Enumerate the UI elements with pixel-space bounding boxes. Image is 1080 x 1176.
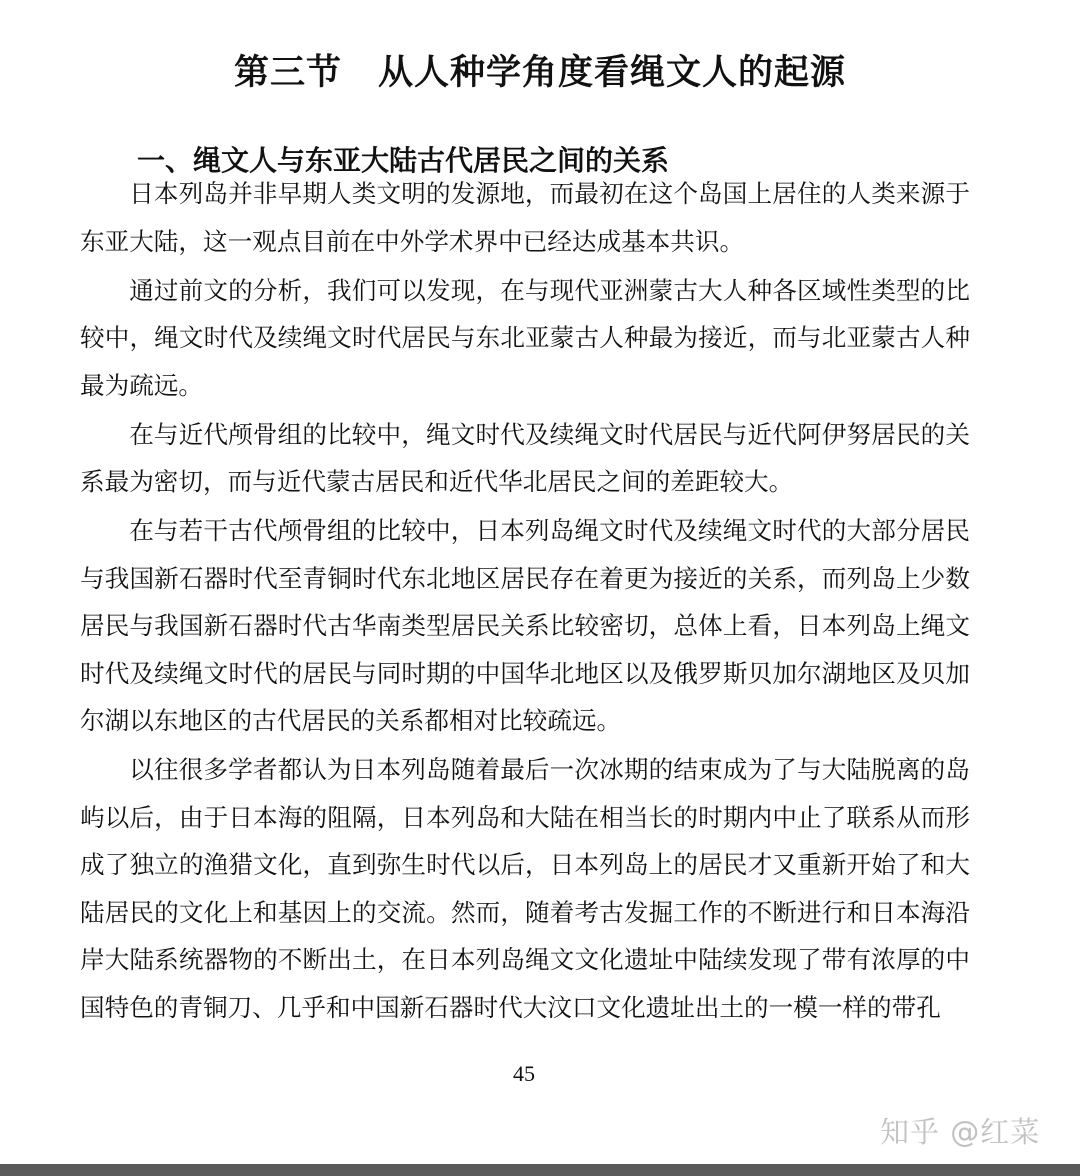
paragraph-3: 在与近代颅骨组的比较中，绳文时代及续绳文时代居民与近代阿伊努居民的关系最为密切，而与近代蒙古居民和近代华北居民之间的差距较大。 xyxy=(80,419,970,496)
paragraph-1: 日本列岛并非早期人类文明的发源地，而最初在这个岛国上居住的人类来源于东亚大陆，这一观点目前在中外学术界中已经达成基本共识。 xyxy=(80,179,970,256)
body-text xyxy=(80,170,970,1033)
zhihu-watermark: 知乎 @红菜 xyxy=(880,1115,1041,1149)
subsection-heading: 一、绳文人与东亚大陆古代居民之间的关系 xyxy=(137,144,670,178)
paragraph-2: 通过前文的分析，我们可以发现，在与现代亚洲蒙古大人种各区域性类型的比较中，绳文时代及续绳文时代居民与东北亚蒙古人种最为接近，而与北亚蒙古人种最为疏远。 xyxy=(80,275,970,400)
paragraph-5: 以往很多学者都认为日本列岛随着最后一次冰期的结束成为了与大陆脱离的岛屿以后，由于日本海的阻隔，日本列岛和大陆在相当长的时期内中止了联系从而形成了独立的渔猎文化，直到弥生时代以后，日本列岛上的居民才又重新开始了和大陆居民的文化上和基因上的交流。然而，随着考古发掘工作的不断进行和日本海沿岸大陆系统器物的不断出土，在日本列岛绳文文化遗址中陆续发现了带有浓厚的中国特色的青铜刀、几乎和中国新石器时代大汶口文化遗址出土的一模一样的带孔 xyxy=(80,755,970,1022)
section-title: 第三节 从人种学角度看绳文人的起源 xyxy=(233,52,846,94)
page-number: 45 xyxy=(513,1061,535,1086)
paragraph-4: 在与若干古代颅骨组的比较中，日本列岛绳文时代及续绳文时代的大部分居民与我国新石器时代至青铜时代东北地区居民存在着更为接近的关系，而列岛上少数居民与我国新石器时代古华南类型居民关系比较密切，总体上看，日本列岛上绳文时代及续绳文时代的居民与同时期的中国华北地区以及俄罗斯贝加尔湖地区及贝加尔湖以东地区的古代居民的关系都相对比较疏远。 xyxy=(80,516,970,735)
bottom-edge-bar xyxy=(0,1164,1080,1176)
